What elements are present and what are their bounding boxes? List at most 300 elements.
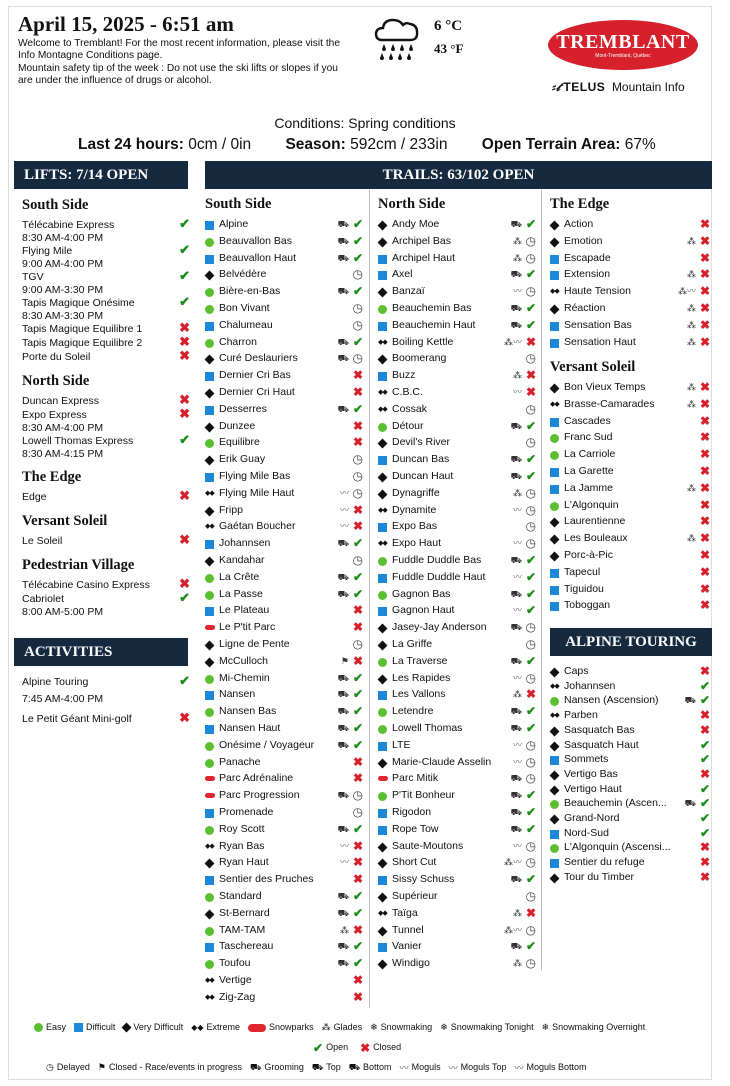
- legend-item: [98, 1062, 242, 1072]
- trail-row[interactable]: [205, 401, 363, 418]
- trail-row[interactable]: [205, 586, 363, 603]
- trail-name: Equilibre: [219, 436, 260, 449]
- trail-row[interactable]: [205, 485, 363, 502]
- difficult-square-icon: [378, 826, 387, 835]
- grooming-icon: ⛟: [510, 420, 522, 431]
- very-difficult-diamond-icon: [550, 305, 560, 315]
- lift-hours: 8:00 AM-5:00 PM: [22, 605, 104, 618]
- trail-row[interactable]: [205, 451, 363, 468]
- trail-row[interactable]: [550, 547, 710, 564]
- lift-item[interactable]: [22, 320, 190, 336]
- open-check-icon: ✔: [179, 268, 190, 283]
- trail-name: P'Tit Bonheur: [392, 789, 455, 802]
- trail-row[interactable]: [378, 804, 536, 821]
- trail-name: Tiguidou: [564, 582, 604, 595]
- trail-row[interactable]: [205, 754, 363, 771]
- trail-name: Grand-Nord: [564, 812, 620, 824]
- moguls-icon: 〰: [339, 504, 349, 515]
- lift-hours: 8:30 AM-4:00 PM: [22, 421, 104, 434]
- difficult-square-icon: [205, 607, 214, 616]
- delayed-clock-icon: ◷: [525, 233, 536, 248]
- grooming-icon: ⛟: [510, 454, 522, 465]
- extreme-double-diamond-icon: ◆◆: [378, 405, 387, 413]
- easy-circle-icon: [205, 742, 214, 751]
- trail-name: Dernier Cri Haut: [219, 386, 295, 398]
- trail-name: Devil's River: [392, 436, 451, 449]
- trail-row[interactable]: [378, 586, 536, 603]
- trail-row[interactable]: [205, 804, 363, 821]
- trail-name: Expo Haut: [392, 537, 442, 550]
- lift-section-title: South Side: [22, 197, 89, 213]
- glades-icon: ⁂: [513, 958, 522, 969]
- trail-row[interactable]: [378, 485, 536, 502]
- lift-item[interactable]: [22, 590, 190, 618]
- easy-circle-icon: [205, 288, 214, 297]
- very-difficult-diamond-icon: [378, 355, 388, 365]
- trail-row[interactable]: [378, 250, 536, 267]
- trail-row[interactable]: [205, 535, 363, 552]
- trail-name: Brasse-Camarades: [564, 397, 655, 410]
- trail-row[interactable]: [205, 787, 363, 804]
- trail-row[interactable]: [550, 396, 710, 413]
- trail-row[interactable]: [550, 317, 710, 334]
- lift-item[interactable]: [22, 268, 190, 296]
- extreme-double-diamond-icon: ◆◆: [378, 540, 387, 548]
- trail-row[interactable]: [378, 502, 536, 519]
- trail-name: Détour: [392, 419, 424, 432]
- trail-name: Belvédère: [219, 268, 267, 281]
- open-check-icon: ✔: [525, 418, 536, 433]
- lift-item[interactable]: [22, 432, 190, 460]
- trail-row[interactable]: [205, 619, 363, 636]
- lift-name: Tapis Magique Onésime: [22, 297, 135, 309]
- trail-name: Caps: [564, 665, 589, 677]
- very-difficult-diamond-icon: [205, 557, 215, 567]
- open-check-icon: ✔: [352, 217, 363, 231]
- closed-x-icon: ✖: [352, 435, 363, 450]
- open-check-icon: ✔: [352, 721, 363, 735]
- trail-name: Sentier des Pruches: [219, 873, 314, 886]
- trail-row[interactable]: [205, 905, 363, 922]
- open-check-icon: ✔: [352, 250, 363, 265]
- open-check-icon: ✔: [525, 586, 536, 601]
- activity-item[interactable]: [22, 710, 190, 726]
- trail-row[interactable]: [378, 854, 536, 871]
- trail-row[interactable]: [378, 367, 536, 384]
- trail-name: Bon Vivant: [219, 302, 270, 314]
- closed-x-icon: ✖: [525, 385, 536, 399]
- trail-row[interactable]: [205, 250, 363, 267]
- easy-circle-icon: [550, 434, 559, 443]
- delayed-clock-icon: ◷: [525, 855, 536, 870]
- moguls-icon: 〰: [339, 521, 349, 532]
- trail-row[interactable]: [378, 350, 536, 367]
- legend-item: [514, 1062, 586, 1072]
- trail-row[interactable]: [550, 463, 710, 480]
- trail-row[interactable]: [205, 888, 363, 905]
- very-difficult-diamond-icon: [550, 221, 560, 231]
- trail-name: Archipel Haut: [392, 251, 456, 264]
- trail-row[interactable]: [205, 922, 363, 939]
- trail-row[interactable]: [378, 384, 536, 401]
- trail-name: Ryan Bas: [219, 839, 265, 852]
- trail-row[interactable]: [378, 266, 536, 283]
- trail-row[interactable]: [205, 703, 363, 720]
- trail-name: Toufou: [219, 957, 251, 970]
- glades-icon: ⁂: [687, 235, 696, 246]
- lift-item[interactable]: [22, 242, 190, 270]
- delayed-clock-icon: ◷: [352, 485, 363, 500]
- glades-icon: ⁂: [687, 482, 696, 493]
- trail-name: Parc Progression: [219, 789, 300, 802]
- lift-item[interactable]: [22, 576, 190, 592]
- trail-row[interactable]: [205, 317, 363, 334]
- trail-row[interactable]: [205, 266, 363, 283]
- very-difficult-diamond-icon: [378, 758, 388, 768]
- trail-row[interactable]: [378, 821, 536, 838]
- open-check-icon: ✔: [525, 704, 536, 719]
- trail-row[interactable]: [378, 619, 536, 636]
- trail-row[interactable]: [378, 888, 536, 905]
- temperature: [434, 18, 463, 57]
- trail-name: Sasquatch Bas: [564, 723, 635, 736]
- trail-row[interactable]: [378, 468, 536, 485]
- legend-label: Easy: [46, 1022, 67, 1032]
- easy-circle-icon: [550, 697, 559, 706]
- grooming-icon: ⛟: [510, 807, 522, 817]
- trail-row[interactable]: [205, 300, 363, 317]
- trail-name: Banzaï: [392, 285, 425, 298]
- difficult-square-icon: [74, 1023, 83, 1032]
- legend-item: [349, 1062, 392, 1072]
- trail-row[interactable]: [378, 300, 536, 317]
- activity-item[interactable]: [22, 673, 190, 705]
- legend-label: Extreme: [206, 1022, 241, 1032]
- trail-row[interactable]: [205, 686, 363, 703]
- column-divider: [369, 190, 370, 1008]
- glades-icon: ⁂: [513, 907, 522, 918]
- lift-item[interactable]: [22, 334, 190, 350]
- trail-row[interactable]: [378, 770, 536, 787]
- trail-row[interactable]: [205, 670, 363, 687]
- trail-name: Franc Sud: [564, 431, 613, 444]
- trail-row[interactable]: [205, 838, 363, 855]
- trail-row[interactable]: [378, 434, 536, 451]
- easy-circle-icon: [34, 1023, 43, 1032]
- trail-row[interactable]: [378, 720, 536, 737]
- trail-row[interactable]: [378, 535, 536, 552]
- closed-x-icon: ✖: [699, 250, 710, 265]
- delayed-clock-icon: ◷: [352, 637, 363, 651]
- trail-row[interactable]: [378, 737, 536, 754]
- easy-circle-icon: [205, 305, 214, 314]
- glades-icon: ⁂: [513, 370, 522, 381]
- moguls-icon: 〰: [339, 840, 349, 851]
- delayed-clock-icon: ◷: [525, 401, 536, 416]
- closed-x-icon: ✖: [352, 620, 363, 635]
- trail-row[interactable]: [378, 838, 536, 855]
- open-check-icon: ✔: [525, 553, 536, 567]
- open-check-icon: ✔: [525, 301, 536, 315]
- trail-row[interactable]: [378, 653, 536, 670]
- trail-row[interactable]: [550, 446, 710, 463]
- closed-x-icon: ✖: [179, 334, 190, 349]
- trail-row[interactable]: [550, 413, 710, 430]
- trail-row[interactable]: [205, 636, 363, 653]
- closed-x-icon: ✖: [699, 497, 710, 512]
- trail-row[interactable]: [550, 300, 710, 317]
- trail-row[interactable]: [550, 480, 710, 497]
- lift-item[interactable]: [22, 532, 190, 548]
- trail-row[interactable]: [378, 334, 536, 351]
- very-difficult-diamond-icon: [550, 741, 560, 751]
- trail-row[interactable]: [378, 636, 536, 653]
- open-check-icon: ✔: [179, 673, 190, 688]
- trail-row[interactable]: [378, 871, 536, 888]
- grooming-icon: ⛟: [684, 695, 696, 706]
- grooming-icon: ⛟: [337, 823, 349, 834]
- delayed-clock-icon: ◷: [525, 620, 536, 635]
- open-check-icon: ✔: [179, 432, 190, 447]
- trail-row[interactable]: [205, 972, 363, 989]
- easy-circle-icon: [205, 574, 214, 583]
- trail-row[interactable]: [378, 602, 536, 619]
- trail-row[interactable]: [550, 513, 710, 530]
- trail-row[interactable]: [205, 737, 363, 754]
- trail-row[interactable]: [378, 451, 536, 468]
- trail-row[interactable]: [205, 770, 363, 787]
- trail-row[interactable]: [378, 552, 536, 569]
- trail-row[interactable]: [205, 350, 363, 367]
- trail-row[interactable]: [378, 569, 536, 586]
- trail-row[interactable]: [378, 686, 536, 703]
- trail-row[interactable]: [205, 653, 363, 670]
- closed-x-icon: ✖: [699, 722, 710, 737]
- trail-row[interactable]: [378, 518, 536, 535]
- trail-name: Onésime / Voyageur: [219, 738, 315, 751]
- trail-row[interactable]: [378, 670, 536, 687]
- trail-name: La Crête: [219, 570, 260, 583]
- trail-row[interactable]: [378, 955, 536, 972]
- open-check-icon: ✔: [699, 693, 710, 708]
- trail-row[interactable]: [378, 703, 536, 720]
- closed-x-icon: ✖: [352, 519, 363, 534]
- trail-row[interactable]: [550, 869, 710, 886]
- lift-item[interactable]: [22, 348, 190, 364]
- grooming-icon: ⛟: [337, 403, 349, 414]
- closed-x-icon: ✖: [699, 380, 710, 394]
- logo-subtitle: Mont-Tremblant, Québec: [595, 53, 651, 59]
- trail-row[interactable]: [550, 266, 710, 283]
- trail-row[interactable]: [378, 317, 536, 334]
- trail-row[interactable]: [205, 518, 363, 535]
- trail-row[interactable]: [550, 250, 710, 267]
- closed-x-icon: ✖: [699, 430, 710, 445]
- snowpark-icon: [205, 793, 215, 798]
- glades-moguls-icon: ⁂〰: [677, 286, 696, 297]
- moguls-icon: 〰: [512, 286, 522, 297]
- grooming-icon: ⛟: [337, 958, 349, 969]
- trail-row[interactable]: [550, 597, 710, 614]
- grooming-icon: ⛟: [337, 252, 349, 263]
- trail-row[interactable]: [205, 367, 363, 384]
- glades-icon: ⁂: [687, 336, 696, 347]
- closed-x-icon: ✖: [699, 664, 710, 678]
- report-date: April 15, 2025 - 6:51 am: [18, 12, 234, 36]
- trail-name: Le P'tit Parc: [219, 621, 276, 634]
- trail-row[interactable]: [378, 216, 536, 233]
- trail-row[interactable]: [205, 989, 363, 1006]
- lift-item[interactable]: [22, 216, 190, 244]
- delayed-clock-icon: ◷: [525, 519, 536, 534]
- trail-name: Duncan Bas: [392, 453, 450, 466]
- lift-item[interactable]: [22, 406, 190, 434]
- moguls-icon: 〰: [512, 538, 522, 549]
- lift-item[interactable]: [22, 392, 190, 408]
- trail-name: Letendre: [392, 705, 434, 718]
- trail-row[interactable]: [378, 905, 536, 922]
- trail-row[interactable]: [205, 216, 363, 233]
- trail-row[interactable]: [550, 233, 710, 250]
- lift-name: TGV: [22, 271, 44, 283]
- easy-circle-icon: [205, 826, 214, 835]
- trail-name: Panache: [219, 755, 261, 768]
- trail-row[interactable]: [550, 283, 710, 300]
- trail-name: Toboggan: [564, 599, 611, 612]
- trail-row[interactable]: [205, 720, 363, 737]
- easy-circle-icon: [205, 675, 214, 684]
- open-check-icon: ✔: [525, 317, 536, 332]
- extreme-double-diamond-icon: ◆◆: [205, 489, 214, 497]
- season-value: 592cm / 233in: [350, 136, 448, 153]
- temperature-celsius: 6 °C: [434, 18, 463, 34]
- trail-row[interactable]: [378, 754, 536, 771]
- trail-name: Rope Tow: [392, 822, 439, 835]
- closed-x-icon: ✖: [352, 922, 363, 937]
- trail-row[interactable]: [550, 429, 710, 446]
- very-difficult-diamond-icon: [205, 657, 215, 667]
- delayed-clock-icon: ◷: [352, 553, 363, 567]
- delayed-clock-icon: ◷: [525, 485, 536, 500]
- difficult-square-icon: [378, 943, 387, 952]
- delayed-clock-icon: ◷: [525, 637, 536, 651]
- glades-icon: ⁂: [687, 398, 696, 409]
- very-difficult-diamond-icon: [378, 859, 388, 869]
- trail-row[interactable]: [550, 216, 710, 233]
- trail-name: Vanier: [392, 940, 422, 953]
- difficult-square-icon: [550, 859, 559, 868]
- trail-row[interactable]: [378, 401, 536, 418]
- trail-row[interactable]: [205, 384, 363, 401]
- trail-row[interactable]: [205, 418, 363, 435]
- closed-x-icon: ✖: [699, 708, 710, 723]
- difficult-square-icon: [205, 725, 214, 734]
- trail-row[interactable]: [205, 283, 363, 300]
- lift-item[interactable]: [22, 294, 190, 322]
- delayed-clock-icon: ◷: [352, 301, 363, 315]
- closed-x-icon: ✖: [699, 548, 710, 562]
- delayed-clock-icon: ◷: [525, 502, 536, 517]
- grooming-icon: ⛟: [337, 941, 349, 952]
- trail-row[interactable]: [205, 434, 363, 451]
- legend-label: Bottom: [363, 1061, 392, 1072]
- trail-name: Sommets: [564, 753, 609, 766]
- closed-x-icon: ✖: [699, 514, 710, 529]
- trail-row[interactable]: [205, 821, 363, 838]
- trail-row[interactable]: [550, 581, 710, 598]
- trail-name: Nansen: [219, 688, 256, 701]
- trail-row[interactable]: [205, 955, 363, 972]
- trail-row[interactable]: [205, 938, 363, 955]
- activity-name: Alpine Touring: [22, 676, 89, 688]
- glades-icon: ⁂: [321, 1022, 331, 1033]
- trail-name: Short Cut: [392, 856, 437, 869]
- open-check-icon: ✔: [352, 889, 363, 903]
- trail-row[interactable]: [205, 233, 363, 250]
- extreme-double-diamond-icon: ◆◆: [378, 338, 387, 346]
- grooming-icon: ⛟: [337, 739, 349, 750]
- trail-row[interactable]: [205, 552, 363, 569]
- trail-row[interactable]: [205, 602, 363, 619]
- trail-name: Andy Moe: [392, 218, 440, 230]
- lift-name: Duncan Express: [22, 395, 100, 407]
- trail-row[interactable]: [205, 854, 363, 871]
- trail-name: Les Rapides: [392, 671, 451, 684]
- trail-row[interactable]: [205, 871, 363, 888]
- trail-row[interactable]: [550, 379, 710, 396]
- trail-row[interactable]: [378, 233, 536, 250]
- trail-row[interactable]: [205, 468, 363, 485]
- trail-name: Dunzee: [219, 419, 256, 432]
- trail-row[interactable]: [205, 334, 363, 351]
- trail-row[interactable]: [378, 922, 536, 939]
- closed-x-icon: ✖: [352, 385, 363, 399]
- trail-row[interactable]: [550, 530, 710, 547]
- closed-x-icon: ✖: [179, 348, 190, 363]
- very-difficult-diamond-icon: [378, 624, 388, 634]
- trail-row[interactable]: [550, 564, 710, 581]
- lift-name: Le Soleil: [22, 535, 63, 547]
- glades-icon: ⁂: [513, 235, 522, 246]
- delayed-clock-icon: ◷: [352, 805, 363, 819]
- lift-name: Tapis Magique Equilibre 1: [22, 323, 143, 335]
- trail-row[interactable]: [205, 502, 363, 519]
- trail-name: Sissy Schuss: [392, 873, 455, 886]
- lift-item[interactable]: [22, 488, 190, 504]
- moguls-icon: 〰: [512, 739, 522, 750]
- grooming-icon: ⛟: [510, 773, 522, 784]
- difficult-square-icon: [378, 607, 387, 616]
- closed-x-icon: ✖: [352, 973, 363, 987]
- extreme-double-diamond-icon: ◆◆: [378, 389, 387, 396]
- trail-name: Parc Mitik: [392, 772, 439, 785]
- grooming-icon: ⛟: [337, 891, 349, 901]
- trail-row[interactable]: [378, 283, 536, 300]
- trail-name: Zig-Zag: [219, 990, 256, 1003]
- trail-name: Beauchemin Haut: [392, 318, 476, 331]
- open-check-icon: ✔: [352, 905, 363, 920]
- logo-text: TREMBLANT: [556, 31, 690, 53]
- trail-row[interactable]: [550, 497, 710, 514]
- trail-row[interactable]: [550, 334, 710, 351]
- trail-row[interactable]: [378, 938, 536, 955]
- trail-row[interactable]: [378, 418, 536, 435]
- extreme-double-diamond-icon: ◆◆: [550, 400, 559, 408]
- tremblant-logo[interactable]: [548, 20, 698, 70]
- trail-row[interactable]: [205, 569, 363, 586]
- trail-row[interactable]: [378, 787, 536, 804]
- legend-label: Grooming: [264, 1061, 304, 1072]
